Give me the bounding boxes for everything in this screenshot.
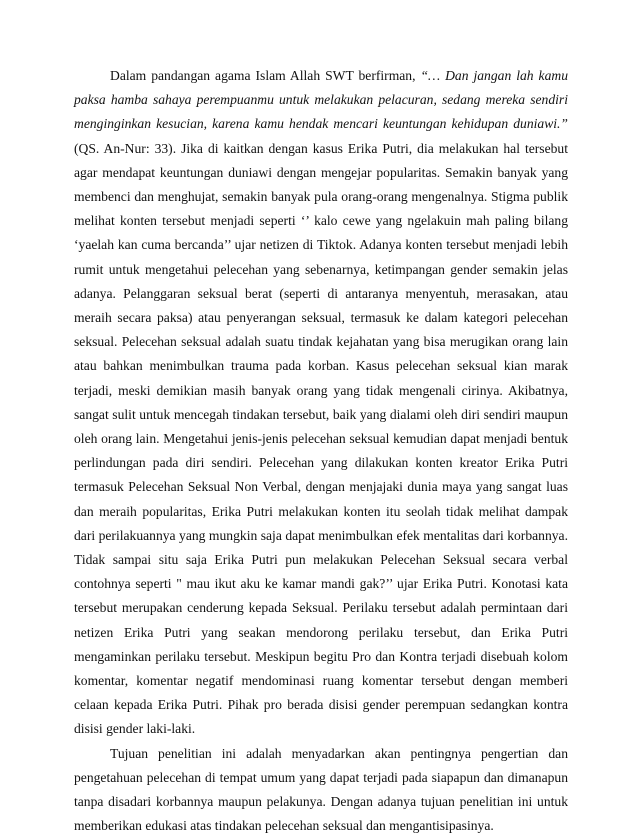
quran-quote: “… Dan jangan lah kamu paksa hamba sahaya perempuanmu untuk melakukan pelacuran, sedang mereka sendiri menginginkan kesucian, karena kamu hendak mencari keuntungan kehidupan duniawi.” bbox=[74, 68, 569, 132]
document-page bbox=[74, 64, 568, 839]
paragraph-1-body: (QS. An-Nur: 33). Jika di kaitkan dengan kasus Erika Putri, dia melakukan hal tersebut agar mendapat keuntungan duniawi dengan mengejar popularitas. Semakin banyak yang membenci dan menghujat, semakin banyak pula orang-orang mengenalnya. Stigma publik melihat konten tersebut menjadi seperti ‘’ kalo cewe yang ngelakuin mah paling bilang ‘yaelah kan cuma bercanda’’ ujar netizen di Tiktok. Adanya konten tersebut menjadi lebih rumit untuk mengetahui pelecehan yang sebenarnya, ketimpangan gender semakin jelas adanya. Pelanggaran seksual berat (seperti di antaranya menyentuh, merasakan, atau meraih secara paksa) atau penyerangan seksual, termasuk ke dalam kategori pelecehan seksual. Pelecehan seksual adalah suatu tindak kejahatan yang bisa merugikan orang lain atau bahkan menimbulkan trauma pada korban. Kasus pelecehan seksual kian marak terjadi, meski demikian masih banyak orang yang tidak mengenali cirinya. Akibatnya, sangat sulit untuk mencegah tindakan tersebut, baik yang dialami oleh diri sendiri maupun oleh orang lain. Mengetahui jenis-jenis pelecehan seksual kemudian dapat menjadi bentuk perlindungan pada diri sendiri. Pelecehan yang dilakukan konten kreator Erika Putri termasuk Pelecehan Seksual Non Verbal, dengan menjajaki dunia maya yang sangat luas dan meraih popularitas, Erika Putri melakukan konten itu seolah tidak melihat dampak dari perilakuannya yang mungkin saja dapat menimbulkan efek mentalitas dari korbannya. Tidak sampai situ saja Erika Putri pun melakukan Pelecehan Seksual secara verbal contohnya seperti " mau ikut aku ke kamar mandi gak?’’ ujar Erika Putri. Konotasi kata tersebut merupakan cenderung kepada Seksual. Perilaku tersebut adalah permintaan dari netizen Erika Putri yang seakan mendorong perilaku tersebut, dan Erika Putri mengaminkan perilaku tersebut. Meskipun begitu Pro dan Kontra terjadi disebuah kolom komentar, komentar negatif mendominasi ruang komentar tersebut dengan memberi celaan kepada Erika Putri. Pihak pro berada disisi gender perempuan sedangkan kontra disisi gender laki-laki. bbox=[74, 140, 568, 737]
paragraph-1-lead: Dalam pandangan agama Islam Allah SWT berfirman, bbox=[110, 68, 421, 83]
body-paragraph-2 bbox=[74, 742, 568, 839]
paragraph-2-body: Tujuan penelitian ini adalah menyadarkan akan pentingnya pengertian dan pengetahuan pelecehan di tempat umum yang dapat terjadi pada siapapun dan dimanapun tanpa disadari korbannya maupun pelakunya. Dengan adanya tujuan penelitian ini untuk memberikan edukasi atas tindakan pelecehan seksual dan mengantisipasinya. bbox=[74, 745, 568, 834]
body-paragraph-1 bbox=[74, 64, 568, 742]
